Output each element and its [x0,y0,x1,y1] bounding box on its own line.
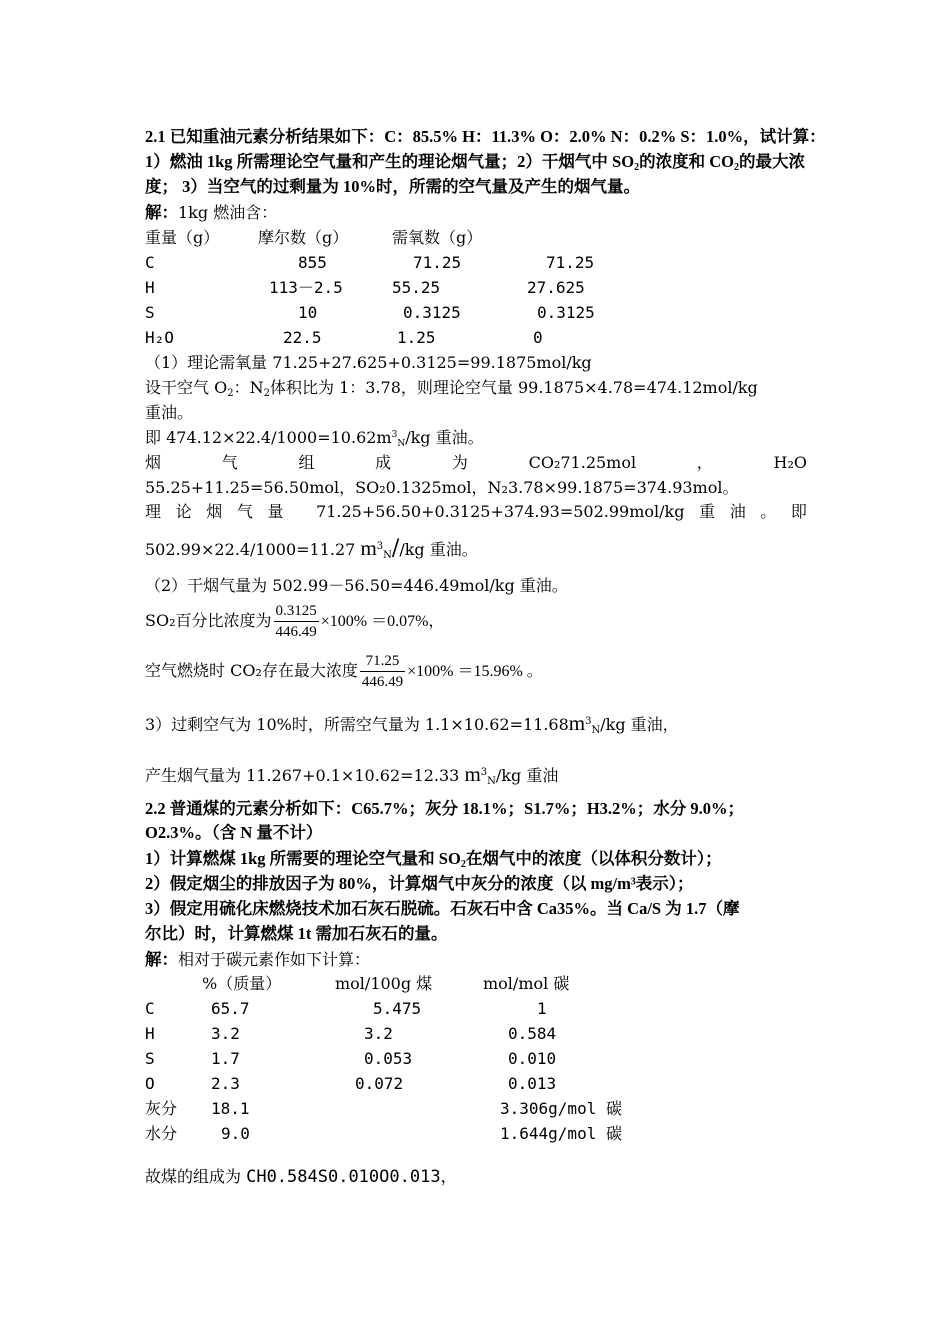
calc-line: 重油。 [145,403,194,422]
table-cell: 3.306g/mol 碳 [500,1099,622,1118]
table-cell: 0.013 [508,1074,557,1093]
table-cell: 0.072 [355,1074,404,1093]
table-cell: 9.0 [221,1124,250,1143]
table-cell: 3.2 [211,1024,240,1043]
table-cell: 65.7 [211,999,250,1018]
table-cell: 5.475 [373,999,422,1018]
calc-flue-gas-composition: 烟 气 组 成 为 CO₂71.25mol ， H₂O [145,453,807,472]
table-cell: 0.3125 [537,303,595,322]
table-row-label: H₂O [145,328,174,347]
table-cell: 1.25 [397,328,436,347]
table-cell: 855 [298,253,327,272]
table-header-moles: 摩尔数（g） [258,228,349,247]
problem-2-1-title-line-2: 1）燃油 1kg 所需理论空气量和产生的理论烟气量；2）干烟气中 $SO_2$的浓度和 $CO_2$的最大浓 [145,152,805,173]
table-cell: 71.25 [546,253,595,272]
table-header-mol-per-100g: mol/100g 煤 [335,974,433,993]
coal-composition-conclusion: 故煤的组成为 CH0.584S0.010O0.013， [145,1167,458,1187]
table-cell: 55.25 [392,278,441,297]
solution-intro-2-2: 解：相对于碳元素作如下计算： [145,950,371,969]
table-row-label: C [145,253,155,272]
problem-2-2-title-line-2: O2.3%。（含 N 量不计） [145,823,323,842]
table-row-label: O [145,1074,155,1093]
table-cell: 71.25 [413,253,462,272]
table-cell: 1.644g/mol 碳 [500,1124,622,1143]
calc-theoretical-oxygen: （1）理论需氧量 71.25+27.625+0.3125=99.1875mol/kg [145,353,592,372]
problem-2-2-title-line-5: 3）假定用硫化床燃烧技术加石灰石脱硫。石灰石中含 Ca35%。当 Ca/S 为 1.7（摩 [145,899,740,918]
table-cell: 0.010 [508,1049,557,1068]
calc-dry-flue-gas: （2）干烟气量为 502.99－56.50=446.49mol/kg 重油。 [145,576,568,595]
calc-so2-concentration: SO₂百分比浓度为 $\frac{0.3125}{446.49}$ ×100% ＝0.07%， [145,603,445,640]
calc-theoretical-flue-gas: 理 论 烟 气 量 71.25+56.50+0.3125+374.93=502.99mol/kg 重 油 。 即 [145,502,807,521]
table-cell: 1.7 [211,1049,240,1068]
table-row-label: S [145,303,155,322]
table-cell: 0.584 [508,1024,557,1043]
table-row-label: H [145,278,155,297]
table-row-label: S [145,1049,155,1068]
table-cell: 0.3125 [403,303,461,322]
table-cell: 0 [533,328,543,347]
problem-2-2-title-line-4: 2）假定烟尘的排放因子为 80%，计算烟气中灰分的浓度（以 mg/m³表示）； [145,874,694,893]
calc-flue-gas-volume: 502.99×22.4/1000=11.27 $m^3_N//kg$ 重油。 [145,536,478,561]
calc-excess-air: 3）过剩空气为 10%时，所需空气量为 $1.1\times 10.62=11.68m^3_N/kg$ 重油， [145,711,679,736]
problem-2-2-title-line-6: 尔比）时，计算燃煤 1t 需加石灰石的量。 [145,924,448,943]
calc-co2-max-concentration: 空气燃烧时 CO₂存在最大浓度 $\frac{71.25}{446.49}$ ×100% ＝15.96% 。 [145,653,543,690]
table-cell: 18.1 [211,1099,250,1118]
table-header-mol-per-mol-c: mol/mol 碳 [483,974,570,993]
table-cell: 10 [298,303,318,322]
table-header-oxygen: 需氧数（g） [392,228,483,247]
calc-theoretical-air: 设干空气 $O_2$：$N_2$体积比为 1：3.78，则理论空气量 99.1875×4.78=474.12mol/kg [145,378,758,399]
solution-intro-2-1: 解：1kg 燃油含： [145,203,278,222]
table-cell: 27.625 [527,278,585,297]
table-row-label: 灰分 [145,1099,178,1118]
table-row-label: C [145,999,155,1018]
table-header-mass-percent: %（质量） [202,974,282,993]
table-cell: 3.2 [364,1024,393,1043]
problem-2-1-title-line-1: 2.1 已知重油元素分析结果如下：C：85.5% H：11.3% O：2.0% N：0.2% S：1.0%，试计算： [145,127,826,146]
table-cell: 113－2.5 [269,278,343,297]
table-row-label: 水分 [145,1124,178,1143]
table-row-label: H [145,1024,155,1043]
problem-2-2-title-line-1: 2.2 普通煤的元素分析如下：C65.7%；灰分 18.1%；S1.7%；H3.2%；水分 9.0%； [145,799,745,818]
calc-flue-gas-components: 55.25+11.25=56.50mol，SO₂0.1325mol，N₂3.78×99.1875=374.93mol。 [145,478,739,497]
table-cell: 1 [537,999,547,1018]
problem-2-1-title-line-3: 度； 3）当空气的过剩量为 10%时，所需的空气量及产生的烟气量。 [145,177,640,196]
table-header-weight: 重量（g） [145,228,220,247]
table-cell: 22.5 [283,328,322,347]
table-cell: 0.053 [364,1049,413,1068]
calc-air-volume: 即 $474.12\times 22.4/1000=10.62m^3_N/kg$ 重油。 [145,428,484,449]
problem-2-2-title-line-3: 1）计算燃煤 1kg 所需要的理论空气量和 $SO_2$在烟气中的浓度（以体积分数计）； [145,849,722,870]
table-cell: 2.3 [211,1074,240,1093]
calc-excess-flue-gas: 产生烟气量为 11.267+0.1×10.62=12.33 $m^3_N/kg$ 重油 [145,762,559,787]
